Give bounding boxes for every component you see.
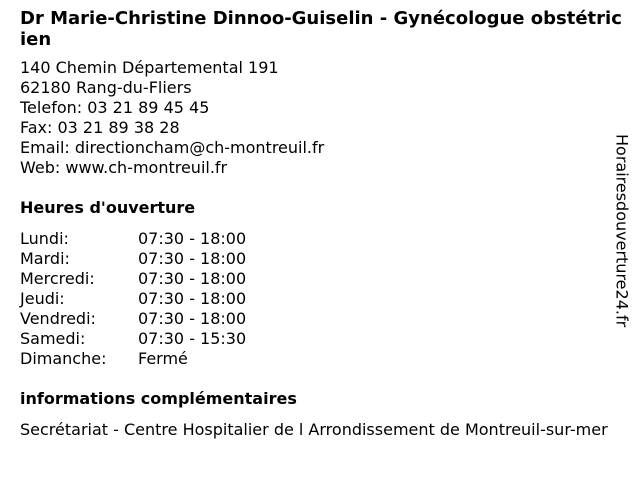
fax-line: Fax: 03 21 89 38 28	[20, 118, 180, 137]
hours-day: Samedi:	[20, 329, 86, 348]
hours-row	[20, 249, 246, 269]
hours-time: Fermé	[138, 349, 188, 368]
info-heading: informations complémentaires	[20, 389, 297, 408]
city-postcode: 62180 Rang-du-Fliers	[20, 78, 192, 97]
hours-day: Jeudi:	[20, 289, 65, 308]
hours-time: 07:30 - 15:30	[138, 329, 247, 348]
opening-hours-table	[20, 229, 246, 369]
hours-day: Vendredi:	[20, 309, 96, 328]
brand-label[interactable]: Horairesdouverture24.fr	[612, 134, 632, 328]
hours-row	[20, 329, 246, 349]
hours-time: 07:30 - 18:00	[138, 309, 247, 328]
hours-row	[20, 349, 246, 369]
street-address: 140 Chemin Départemental 191	[20, 58, 279, 77]
web-line[interactable]: Web: www.ch-montreuil.fr	[20, 158, 228, 177]
email-line[interactable]: Email: directioncham@ch-montreuil.fr	[20, 138, 325, 157]
page-title: Dr Marie-Christine Dinnoo-Guiselin - Gynécologue obstétricien	[20, 8, 622, 50]
phone-line[interactable]: Telefon: 03 21 89 45 45	[20, 98, 210, 117]
hours-row	[20, 309, 246, 329]
hours-time: 07:30 - 18:00	[138, 289, 247, 308]
hours-day: Lundi:	[20, 229, 69, 248]
hours-time: 07:30 - 18:00	[138, 249, 247, 268]
business-card	[20, 8, 626, 439]
hours-time: 07:30 - 18:00	[138, 269, 247, 288]
contact-block	[20, 58, 626, 178]
hours-time: 07:30 - 18:00	[138, 229, 247, 248]
hours-heading: Heures d'ouverture	[20, 198, 196, 217]
brand-watermark	[612, 134, 632, 344]
hours-row	[20, 289, 246, 309]
hours-day: Dimanche:	[20, 349, 107, 368]
hours-row	[20, 269, 246, 289]
info-text: Secrétariat - Centre Hospitalier de l Arrondissement de Montreuil-sur-mer	[20, 420, 608, 439]
hours-row	[20, 229, 246, 249]
hours-day: Mardi:	[20, 249, 70, 268]
hours-day: Mercredi:	[20, 269, 95, 288]
